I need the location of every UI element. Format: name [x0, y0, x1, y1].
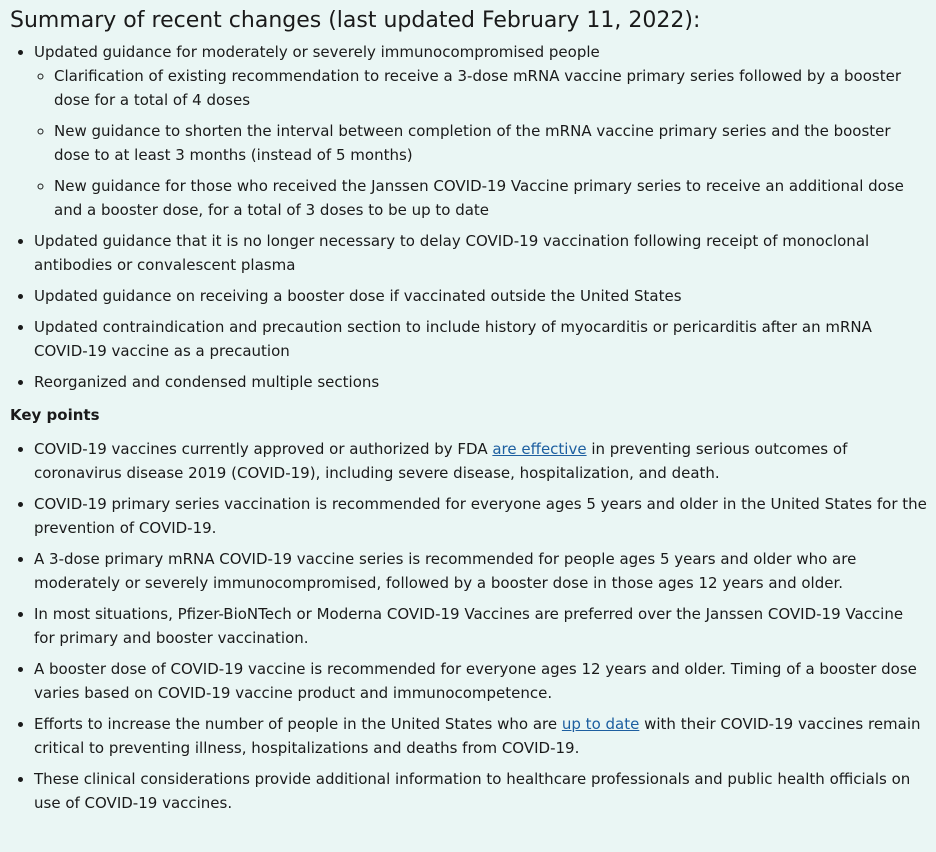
list-item: • In most situations, Pfizer-BioNTech or Moderna COVID-19 Vaccines are preferred over the Janssen COVID-19 Vaccine for primary and booster vaccination.: [34, 602, 928, 650]
list-item: ◦ New guidance for those who received the Janssen COVID-19 Vaccine primary series to receive an additional dose and a booster dose, for a total of 3 doses to be up to date: [54, 174, 928, 222]
list-item: • Updated guidance that it is no longer necessary to delay COVID-19 vaccination following receipt of monoclonal antibodies or convalescent plasma: [34, 229, 928, 277]
list-item-text: Updated guidance for moderately or severely immunocompromised people: [34, 43, 600, 61]
list-item: [34, 712, 928, 760]
key-points-list: [10, 437, 928, 815]
key-points-heading: Key points: [10, 406, 100, 424]
list-item: ◦ New guidance to shorten the interval between completion of the mRNA vaccine primary series and the booster dose to at least 3 months (instead of 5 months): [54, 119, 928, 167]
up-to-date-link[interactable]: up to date: [561, 715, 640, 733]
list-item: • A booster dose of COVID-19 vaccine is recommended for everyone ages 12 years and older. Timing of a booster dose varies based on COVID-19 vaccine product and immunocompetence.: [34, 657, 928, 705]
list-item: • Updated contraindication and precaution section to include history of myocarditis or pericarditis after an mRNA COVID-19 vaccine as a precaution: [34, 315, 928, 363]
list-item-text: in preventing serious outcomes of coronavirus disease 2019 (COVID-19), including severe disease, hospitalization, and death.: [34, 440, 848, 482]
list-item: • COVID-19 primary series vaccination is recommended for everyone ages 5 years and older in the United States for the prevention of COVID-19.: [34, 492, 928, 540]
list-item-text: with their COVID-19 vaccines remain critical to preventing illness, hospitalizations and deaths from COVID-19.: [34, 715, 921, 757]
list-item-text: COVID-19 vaccines currently approved or authorized by FDA: [34, 440, 493, 458]
list-item: • Reorganized and condensed multiple sections: [34, 370, 928, 394]
list-item: • These clinical considerations provide additional information to healthcare professionals and public health officials on use of COVID-19 vaccines.: [34, 767, 928, 815]
list-item: ◦ Clarification of existing recommendation to receive a 3-dose mRNA vaccine primary series followed by a booster dose for a total of 4 doses: [54, 64, 928, 112]
list-item: [34, 40, 928, 222]
are-effective-link[interactable]: are effective: [492, 440, 587, 458]
list-item: • Updated guidance on receiving a booster dose if vaccinated outside the United States: [34, 284, 928, 308]
list-item: • A 3-dose primary mRNA COVID-19 vaccine series is recommended for people ages 5 years and older who are moderately or severely immunocompromised, followed by a booster dose in those ages 12 years and older.: [34, 547, 928, 595]
list-item-text: Efforts to increase the number of people in the United States who are: [34, 715, 562, 733]
summary-heading: Summary of recent changes (last updated February 11, 2022):: [10, 8, 701, 33]
summary-list: [10, 40, 928, 394]
summary-sublist: [34, 64, 928, 222]
list-item: [34, 437, 928, 485]
